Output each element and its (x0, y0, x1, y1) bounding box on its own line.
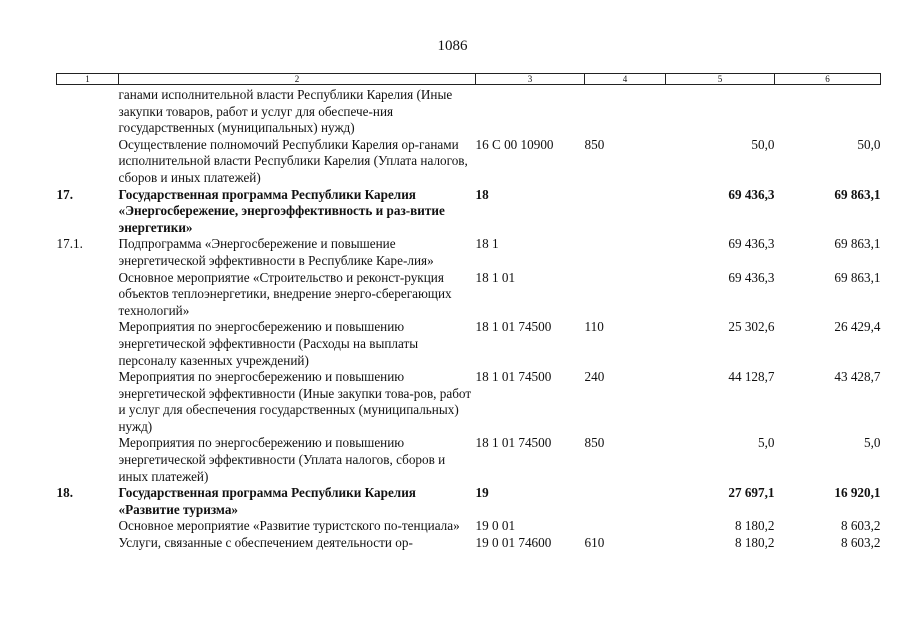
row-amount-year-1: 69 436,3 (728, 269, 775, 285)
column-header-6: 6 (775, 74, 881, 85)
row-amount-year-1: 8 180,2 (734, 535, 775, 551)
row-expense-type (585, 485, 666, 518)
row-target-code: 19 (475, 485, 489, 501)
table-row (57, 435, 881, 485)
table-row (57, 319, 881, 369)
row-number: 17.1. (56, 236, 83, 252)
row-target-code: 19 0 01 (475, 518, 516, 534)
row-expense-type: 850 (584, 435, 605, 451)
row-amount-year-2: 5,0 (864, 435, 881, 451)
row-amount-year-2: 69 863,1 (834, 186, 881, 202)
table-row (57, 518, 881, 535)
row-expense-type (585, 236, 666, 269)
row-target-code: 18 1 01 74500 (475, 319, 552, 335)
row-amount-year-1: 27 697,1 (728, 485, 775, 501)
row-expense-type (585, 518, 666, 535)
row-target-code: 18 (475, 186, 489, 202)
row-name: Государственная программа Республики Карелия «Развитие туризма» (118, 485, 416, 517)
row-name: Мероприятия по энергосбережению и повышению энергетической эффективности (Уплата налогов, сборов и иных платежей) (118, 435, 446, 484)
row-target-code: 16 С 00 10900 (475, 136, 554, 152)
row-name: Осуществление полномочий Республики Карелия ор-ганами исполнительной власти Республики Карелия (Уплата налогов, сборов и иных платежей) (118, 136, 468, 185)
row-number (57, 535, 119, 552)
row-amount-year-2: 69 863,1 (834, 269, 881, 285)
row-target-code: 18 1 01 74500 (475, 435, 552, 451)
row-amount-year-2: 50,0 (857, 136, 881, 152)
column-header-4: 4 (585, 74, 666, 85)
row-amount-year-1: 69 436,3 (728, 186, 775, 202)
row-expense-type: 610 (584, 535, 605, 551)
row-amount-year-2 (775, 85, 881, 137)
row-name: Услуги, связанные с обеспечением деятельности ор- (118, 535, 413, 551)
page-number: 1086 (437, 38, 468, 54)
row-name: Мероприятия по энергосбережению и повышению энергетической эффективности (Расходы на выплаты персоналу казенных учреждений) (118, 319, 419, 368)
row-amount-year-2: 8 603,2 (840, 518, 881, 534)
row-number: 17. (56, 186, 73, 202)
row-amount-year-1: 44 128,7 (728, 369, 775, 385)
row-name: Основное мероприятие «Строительство и реконст-рукция объектов теплоэнергетики, внедрение энерго-сберегающих технологий» (118, 269, 452, 318)
budget-table (56, 73, 881, 552)
row-expense-type (585, 270, 666, 320)
column-header-1: 1 (57, 74, 119, 85)
row-name: Мероприятия по энергосбережению и повышению энергетической эффективности (Иные закупки това-ров, работ и услуг для обеспечения государственных (муниципальных) нужд) (118, 369, 472, 434)
row-amount-year-1: 5,0 (758, 435, 775, 451)
row-expense-type: 850 (584, 136, 605, 152)
row-expense-type: 110 (584, 319, 604, 335)
row-amount-year-2: 43 428,7 (834, 369, 881, 385)
row-number (57, 369, 119, 435)
table-row (57, 485, 881, 518)
column-header-2: 2 (119, 74, 476, 85)
row-number (57, 270, 119, 320)
row-number (57, 518, 119, 535)
column-header-5: 5 (666, 74, 775, 85)
row-amount-year-2: 8 603,2 (840, 535, 881, 551)
row-number: 18. (56, 485, 73, 501)
row-expense-type (585, 85, 666, 137)
table-row (57, 270, 881, 320)
table-row (57, 137, 881, 187)
row-amount-year-1: 50,0 (751, 136, 775, 152)
row-number (57, 435, 119, 485)
row-name: Государственная программа Республики Карелия «Энергосбережение, энергоэффективность и раз-витие энергетики» (118, 186, 445, 235)
column-number-row (57, 74, 881, 85)
row-target-code: 18 1 01 74500 (475, 369, 552, 385)
row-target-code: 18 1 01 (475, 269, 516, 285)
row-amount-year-1: 69 436,3 (728, 236, 775, 252)
table-row (57, 187, 881, 237)
row-number (57, 137, 119, 187)
row-amount-year-1 (666, 85, 775, 137)
row-number (57, 319, 119, 369)
row-target-code: 19 0 01 74600 (475, 535, 552, 551)
row-number (57, 85, 119, 137)
row-name: Подпрограмма «Энергосбережение и повышение энергетической эффективности в Республике Каре-лия» (118, 236, 434, 268)
row-amount-year-2: 26 429,4 (834, 319, 881, 335)
table-row (57, 236, 881, 269)
row-amount-year-2: 69 863,1 (834, 236, 881, 252)
row-expense-type: 240 (584, 369, 605, 385)
table-row (57, 85, 881, 137)
row-expense-type (585, 187, 666, 237)
column-header-3: 3 (476, 74, 585, 85)
row-name: Основное мероприятие «Развитие туристского по-тенциала» (118, 518, 460, 534)
row-target-code: 18 1 (475, 236, 499, 252)
row-amount-year-1: 8 180,2 (734, 518, 775, 534)
row-amount-year-1: 25 302,6 (728, 319, 775, 335)
table-row (57, 535, 881, 552)
row-target-code (476, 85, 585, 137)
table-row (57, 369, 881, 435)
row-name: ганами исполнительной власти Республики Карелия (Иные закупки товаров, работ и услуг для обеспече-ния государственных (муниципальных) нужд) (118, 87, 453, 136)
row-amount-year-2: 16 920,1 (834, 485, 881, 501)
